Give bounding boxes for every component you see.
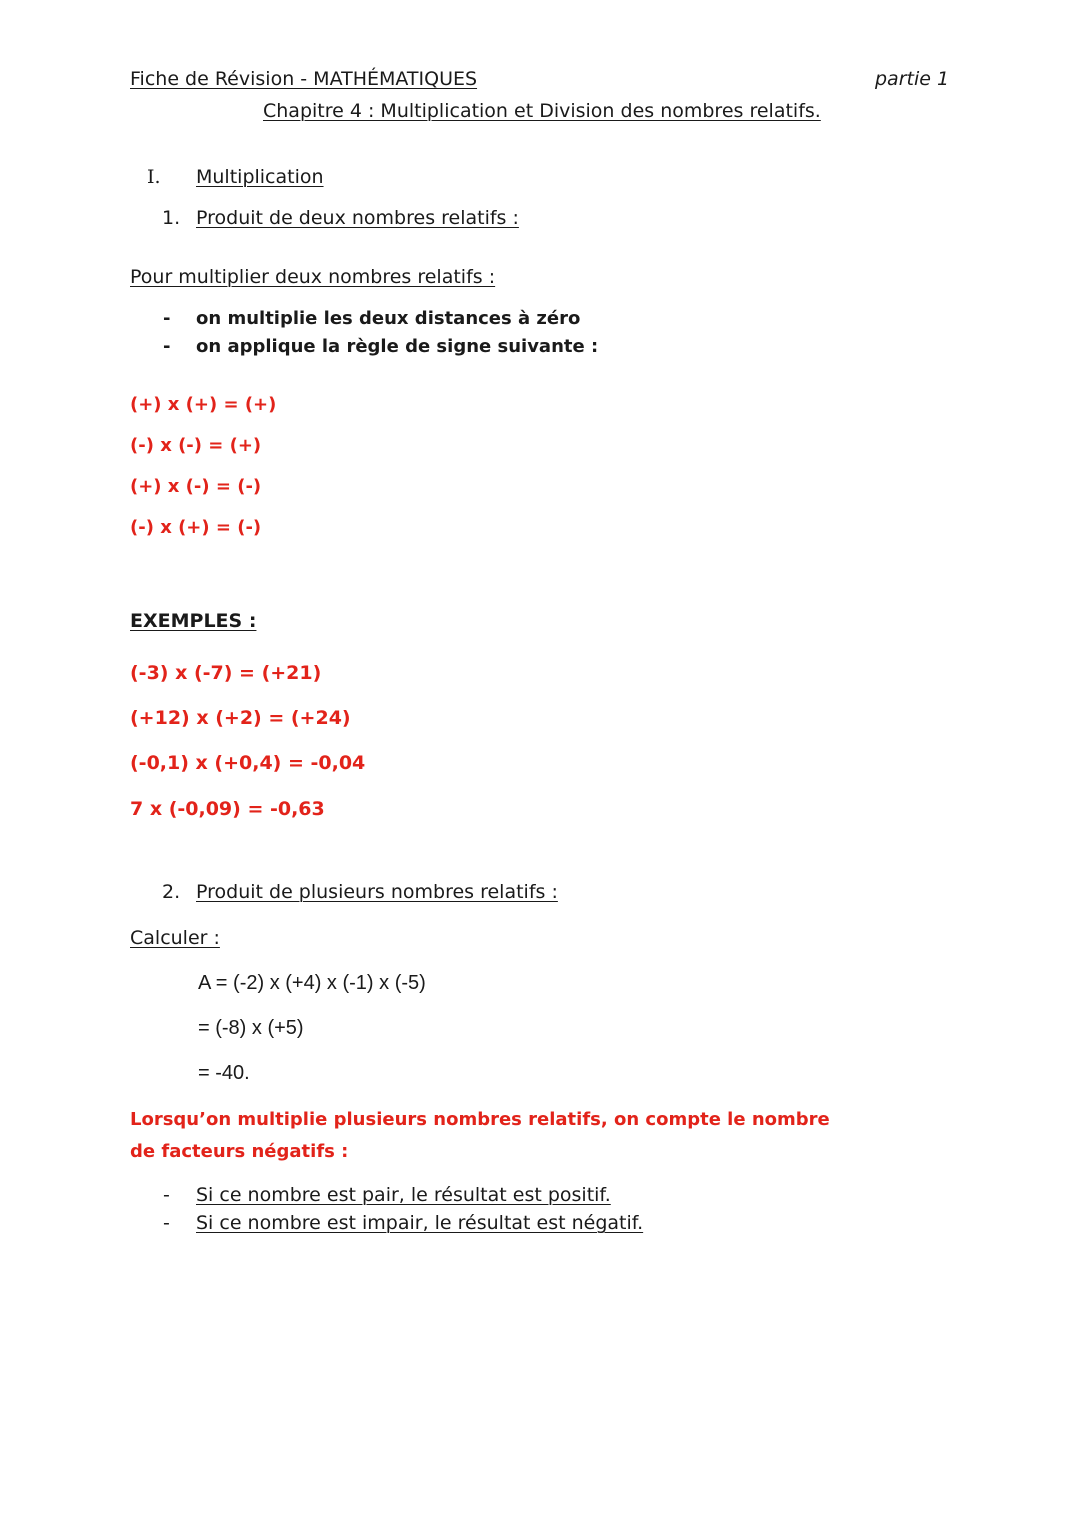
subsection-title: Produit de deux nombres relatifs : — [196, 207, 519, 229]
section-numeral: I. — [147, 166, 161, 188]
sign-rule: (-) x (+) = (-) — [130, 517, 262, 538]
conclusion-bullet: Si ce nombre est pair, le résultat est positif. — [196, 1184, 611, 1206]
conclusion-line: de facteurs négatifs : — [130, 1141, 349, 1162]
part-label: partie 1 — [875, 68, 950, 90]
calc-line: = (-8) x (+5) — [198, 1017, 304, 1039]
bullet-dash: - — [163, 1212, 170, 1234]
example-line: 7 x (-0,09) = -0,63 — [130, 798, 325, 820]
bullet-dash: - — [163, 308, 171, 329]
example-line: (-0,1) x (+0,4) = -0,04 — [130, 752, 366, 774]
subsection-number: 2. — [162, 881, 181, 903]
examples-title: EXEMPLES : — [130, 610, 257, 632]
example-line: (+12) x (+2) = (+24) — [130, 707, 351, 729]
subsection-number: 1. — [162, 207, 181, 229]
rule-intro: Pour multiplier deux nombres relatifs : — [130, 266, 496, 288]
bullet-dash: - — [163, 1184, 170, 1206]
sign-rule: (+) x (-) = (-) — [130, 476, 262, 497]
calc-line: = -40. — [198, 1062, 250, 1084]
conclusion-line: Lorsqu’on multiplie plusieurs nombres relatifs, on compte le nombre — [130, 1109, 830, 1130]
bullet-dash: - — [163, 336, 171, 357]
conclusion-bullet: Si ce nombre est impair, le résultat est négatif. — [196, 1212, 644, 1234]
sign-rule: (-) x (-) = (+) — [130, 435, 262, 456]
rule-bullet: on multiplie les deux distances à zéro — [196, 308, 581, 329]
subsection-title: Produit de plusieurs nombres relatifs : — [196, 881, 558, 903]
rule-bullet: on applique la règle de signe suivante : — [196, 336, 599, 357]
chapter-title: Chapitre 4 : Multiplication et Division des nombres relatifs. — [263, 100, 821, 122]
example-line: (-3) x (-7) = (+21) — [130, 662, 322, 684]
calc-label: Calculer : — [130, 927, 220, 949]
section-title: Multiplication — [196, 166, 324, 188]
calc-line: A = (-2) x (+4) x (-1) x (-5) — [198, 972, 426, 994]
sign-rule: (+) x (+) = (+) — [130, 394, 277, 415]
document-title: Fiche de Révision - MATHÉMATIQUES — [130, 68, 478, 90]
